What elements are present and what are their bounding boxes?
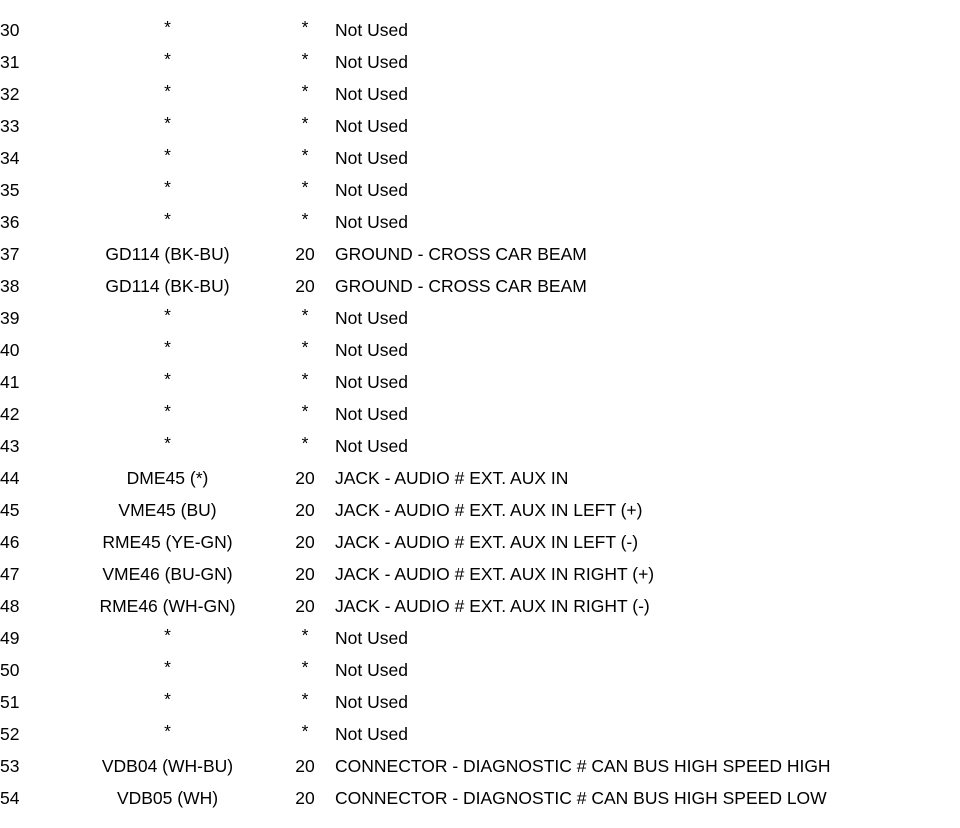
- wire-gauge-cell: 20: [295, 244, 315, 264]
- table-row: [0, 398, 960, 430]
- table-row: [0, 302, 960, 334]
- description-cell: Not Used: [335, 180, 408, 200]
- circuit-code-cell: *: [164, 177, 171, 197]
- pin-number-cell: 50: [0, 660, 20, 680]
- wire-gauge-cell: *: [301, 177, 309, 197]
- pin-number-cell: 49: [0, 628, 20, 648]
- description-cell: Not Used: [335, 340, 408, 360]
- table-row: [0, 462, 960, 494]
- description-cell: JACK - AUDIO # EXT. AUX IN LEFT (+): [335, 500, 643, 520]
- circuit-code-cell: VME46 (BU-GN): [102, 564, 233, 584]
- table-row: [0, 366, 960, 398]
- description-cell: CONNECTOR - DIAGNOSTIC # CAN BUS HIGH SPEED LOW: [335, 788, 827, 808]
- circuit-code-cell: *: [164, 49, 171, 69]
- description-cell: Not Used: [335, 436, 408, 456]
- table-row: [0, 430, 960, 462]
- wire-gauge-cell: *: [301, 625, 309, 645]
- table-row: [0, 526, 960, 558]
- pin-number-cell: 45: [0, 500, 20, 520]
- circuit-code-cell: RME46 (WH-GN): [99, 596, 236, 616]
- circuit-code-cell: *: [164, 145, 171, 165]
- wire-gauge-cell: *: [301, 369, 309, 389]
- wire-gauge-cell: 20: [295, 276, 315, 296]
- wire-gauge-cell: *: [301, 49, 309, 69]
- wire-gauge-cell: *: [301, 209, 309, 229]
- description-cell: GROUND - CROSS CAR BEAM: [335, 244, 587, 264]
- description-cell: GROUND - CROSS CAR BEAM: [335, 276, 587, 296]
- circuit-code-cell: VME45 (BU): [118, 500, 217, 520]
- circuit-code-cell: GD114 (BK-BU): [105, 276, 230, 296]
- pin-number-cell: 32: [0, 84, 20, 104]
- pin-number-cell: 44: [0, 468, 20, 488]
- table-row: [0, 78, 960, 110]
- circuit-code-cell: VDB05 (WH): [116, 788, 219, 808]
- wire-gauge-cell: 20: [295, 564, 315, 584]
- circuit-code-cell: *: [164, 625, 171, 645]
- table-row: [0, 206, 960, 238]
- circuit-code-cell: *: [164, 433, 171, 453]
- circuit-code-cell: *: [164, 81, 171, 101]
- pin-number-cell: 35: [0, 180, 20, 200]
- circuit-code-cell: *: [164, 369, 171, 389]
- wire-gauge-cell: *: [301, 689, 309, 709]
- table-row: [0, 782, 960, 814]
- circuit-code-cell: VDB04 (WH-BU): [101, 756, 234, 776]
- description-cell: Not Used: [335, 692, 408, 712]
- description-cell: JACK - AUDIO # EXT. AUX IN RIGHT (-): [335, 596, 650, 616]
- description-cell: Not Used: [335, 84, 408, 104]
- pin-number-cell: 31: [0, 52, 20, 72]
- circuit-code-cell: *: [164, 337, 171, 357]
- table-row: [0, 142, 960, 174]
- pin-number-cell: 41: [0, 372, 20, 392]
- wire-gauge-cell: *: [301, 113, 309, 133]
- pin-number-cell: 54: [0, 788, 20, 808]
- description-cell: JACK - AUDIO # EXT. AUX IN LEFT (-): [335, 532, 639, 552]
- table-row: [0, 110, 960, 142]
- pin-number-cell: 30: [0, 20, 20, 40]
- pin-number-cell: 47: [0, 564, 20, 584]
- wire-gauge-cell: 20: [295, 596, 315, 616]
- table-row: [0, 174, 960, 206]
- circuit-code-cell: *: [164, 689, 171, 709]
- table-row: [0, 46, 960, 78]
- pin-number-cell: 46: [0, 532, 20, 552]
- wire-gauge-cell: 20: [295, 468, 315, 488]
- pin-number-cell: 42: [0, 404, 20, 424]
- wire-gauge-cell: *: [301, 433, 309, 453]
- wire-gauge-cell: 20: [295, 788, 315, 808]
- wire-gauge-cell: *: [301, 721, 309, 741]
- pin-number-cell: 39: [0, 308, 20, 328]
- pin-number-cell: 33: [0, 116, 20, 136]
- table-row: [0, 494, 960, 526]
- table-row: [0, 238, 960, 270]
- circuit-code-cell: GD114 (BK-BU): [105, 244, 230, 264]
- description-cell: Not Used: [335, 628, 408, 648]
- wire-gauge-cell: 20: [295, 756, 315, 776]
- circuit-code-cell: *: [164, 17, 171, 37]
- wire-gauge-cell: 20: [295, 532, 315, 552]
- wire-gauge-cell: *: [301, 145, 309, 165]
- wire-gauge-cell: *: [301, 81, 309, 101]
- pinout-table: [0, 14, 960, 814]
- wire-gauge-cell: *: [301, 401, 309, 421]
- description-cell: Not Used: [335, 52, 408, 72]
- circuit-code-cell: *: [164, 209, 171, 229]
- description-cell: JACK - AUDIO # EXT. AUX IN: [335, 468, 569, 488]
- description-cell: Not Used: [335, 660, 408, 680]
- circuit-code-cell: *: [164, 113, 171, 133]
- wire-gauge-cell: 20: [295, 500, 315, 520]
- pin-number-cell: 36: [0, 212, 20, 232]
- description-cell: CONNECTOR - DIAGNOSTIC # CAN BUS HIGH SPEED HIGH: [335, 756, 831, 776]
- table-row: [0, 558, 960, 590]
- table-row: [0, 14, 960, 46]
- wire-gauge-cell: *: [301, 657, 309, 677]
- circuit-code-cell: *: [164, 305, 171, 325]
- description-cell: Not Used: [335, 148, 408, 168]
- description-cell: Not Used: [335, 404, 408, 424]
- pin-number-cell: 38: [0, 276, 20, 296]
- description-cell: Not Used: [335, 116, 408, 136]
- pin-number-cell: 52: [0, 724, 20, 744]
- pin-number-cell: 40: [0, 340, 20, 360]
- wire-gauge-cell: *: [301, 337, 309, 357]
- pin-number-cell: 51: [0, 692, 20, 712]
- description-cell: Not Used: [335, 372, 408, 392]
- table-row: [0, 590, 960, 622]
- description-cell: Not Used: [335, 212, 408, 232]
- pin-number-cell: 43: [0, 436, 20, 456]
- wire-gauge-cell: *: [301, 305, 309, 325]
- pin-number-cell: 34: [0, 148, 20, 168]
- table-row: [0, 718, 960, 750]
- description-cell: Not Used: [335, 724, 408, 744]
- table-row: [0, 622, 960, 654]
- wire-gauge-cell: *: [301, 17, 309, 37]
- circuit-code-cell: RME45 (YE-GN): [102, 532, 233, 552]
- pin-number-cell: 37: [0, 244, 20, 264]
- pin-number-cell: 48: [0, 596, 20, 616]
- circuit-code-cell: *: [164, 401, 171, 421]
- table-row: [0, 334, 960, 366]
- table-row: [0, 686, 960, 718]
- description-cell: Not Used: [335, 308, 408, 328]
- table-row: [0, 750, 960, 782]
- circuit-code-cell: *: [164, 721, 171, 741]
- description-cell: JACK - AUDIO # EXT. AUX IN RIGHT (+): [335, 564, 655, 584]
- circuit-code-cell: DME45 (*): [126, 468, 209, 488]
- circuit-code-cell: *: [164, 657, 171, 677]
- pinout-table-body: [0, 14, 960, 814]
- table-row: [0, 654, 960, 686]
- table-row: [0, 270, 960, 302]
- pin-number-cell: 53: [0, 756, 20, 776]
- description-cell: Not Used: [335, 20, 408, 40]
